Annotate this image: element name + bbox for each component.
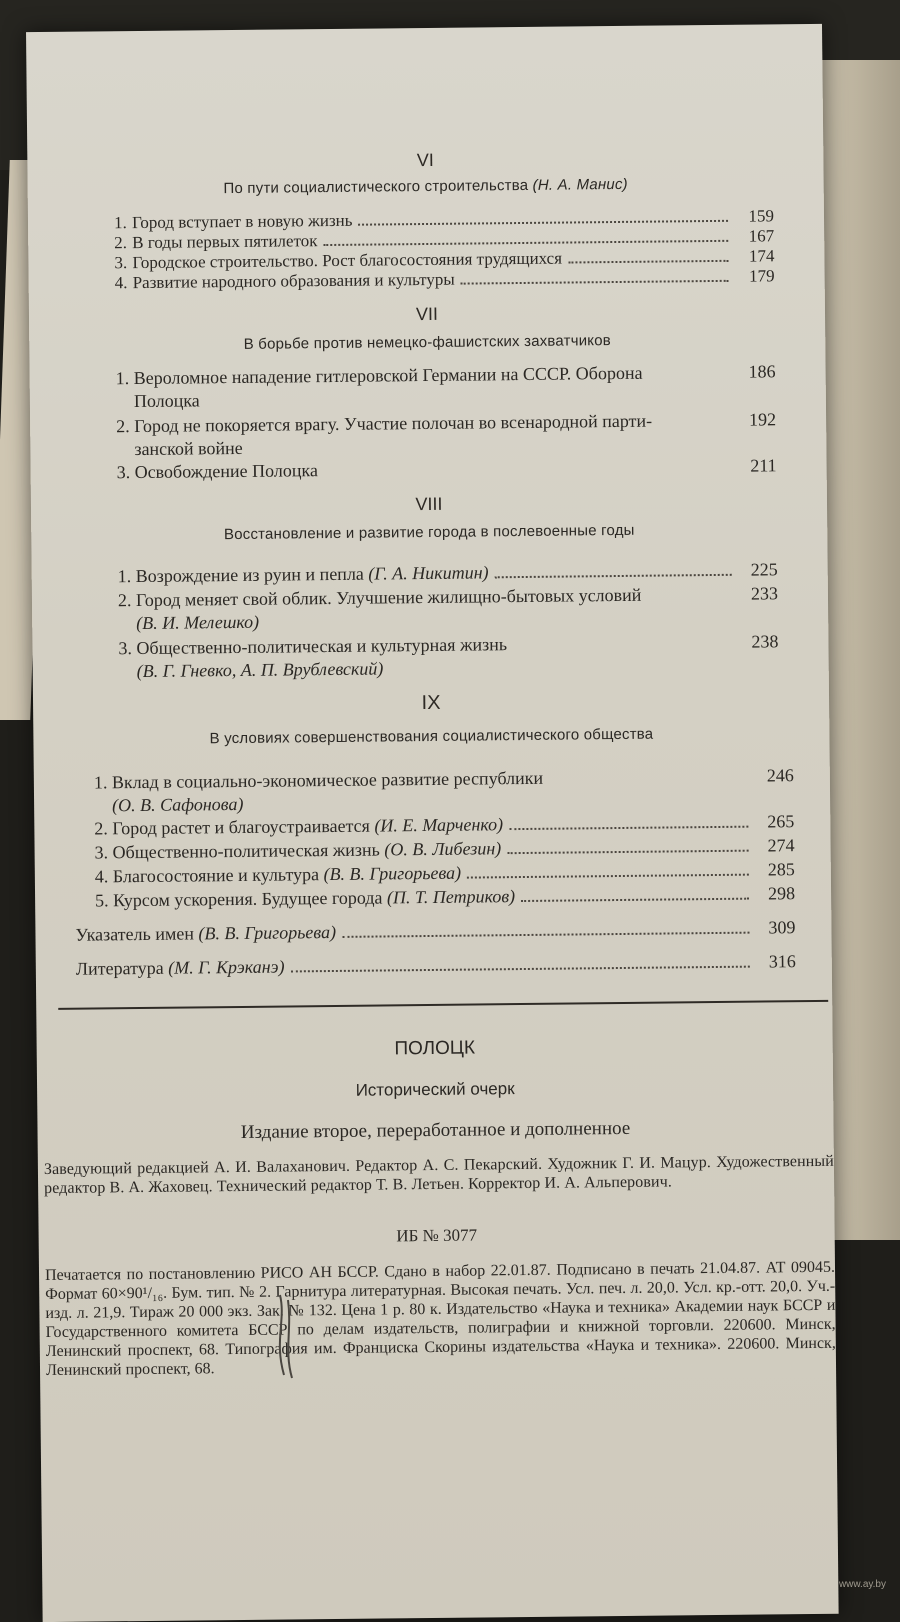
entry-title: В годы первых пятилеток	[132, 231, 318, 253]
book-title: ПОЛОЦК	[394, 1037, 476, 1060]
page-number: 316	[768, 951, 796, 972]
entry-title-continued: занской войне	[134, 437, 243, 460]
chapter-number: VI	[416, 149, 434, 171]
divider-rule	[58, 1000, 828, 1010]
toc-entry[interactable]	[118, 630, 778, 683]
page-number: 186	[748, 361, 776, 382]
page-number: 298	[767, 883, 796, 904]
dot-leader	[342, 932, 749, 938]
dot-leader	[647, 600, 732, 601]
entry-number: 2.	[94, 818, 108, 839]
page-number: 174	[748, 246, 775, 266]
entry-title: Развитие народного образования и культуры	[132, 269, 455, 293]
entry-author: (О. В. Сафонова)	[112, 793, 244, 816]
entry-title: Город вступает в новую жизнь	[131, 210, 353, 233]
entry-author: (В. Г. Гневко, А. П. Врублевский)	[136, 658, 384, 682]
chapter-title	[33, 724, 829, 749]
entry-title: Курсом ускорения. Будущее города	[113, 887, 383, 911]
dot-leader	[649, 378, 730, 379]
entry-number: 3.	[116, 462, 131, 483]
entry-number: 1.	[93, 772, 108, 793]
print-details: Печатается по постановлению РИСО АН БССР. Сдано в набор 22.01.87. Подписано в печать 21.04.87. АТ 09045. Формат 60×90¹/₁₆. Бум. тип. № 2. Гарнитура литературная. Высокая печать. Усл. печ. л. 20,0. Усл. кр.-отт. 20,0. Уч.-изд. л. 21,9. Тираж 20 000 экз. Зак. № 132. Цена 1 р. 80 к. Издательство «Наука и техника» Академии наук БССР и Государственного комитета БССР по делам издательств, полиграфии и книжной торговли. 220600. Минск, Ленинский проспект, 68. Типография им. Франциска Скорины издательства «Наука и техника». 220600. Минск, Ленинский проспект, 68.	[44, 1258, 836, 1380]
dot-leader	[324, 472, 731, 476]
dot-leader	[507, 850, 748, 855]
dot-leader	[359, 220, 729, 226]
entry-author: (Г. А. Никитин)	[368, 562, 489, 584]
entry-title: Общественно-политическая и культурная жизнь	[136, 634, 508, 659]
entry-title: Вклад в социально-экономическое развитие республики	[111, 767, 544, 793]
entry-author: (М. Г. Крэканэ)	[168, 956, 285, 978]
entry-number: 5.	[95, 890, 109, 911]
entry-title: Указатель имен	[75, 923, 195, 945]
entry-title: Город меняет свой облик. Улучшение жилищно-бытовых условий	[135, 584, 642, 611]
page-number: 159	[748, 206, 775, 226]
entry-number: 3.	[94, 842, 109, 863]
dot-leader	[461, 280, 729, 285]
entry-number: 3.	[114, 253, 128, 273]
book-page	[26, 24, 839, 1622]
pen-mark	[250, 1290, 330, 1380]
entry-author: (В. И. Мелешко)	[136, 611, 260, 634]
page-number: 225	[750, 559, 778, 580]
entry-number: 1.	[113, 213, 127, 233]
chapter-number: VIII	[415, 493, 443, 515]
entry-author: (О. В. Либезин)	[384, 838, 502, 860]
editorial-credits: Заведующий редакцией А. И. Валаханович. Редактор А. С. Пекарский. Художник Г. И. Мацур. Художественный редактор В. А. Жаховец. Технический редактор Т. В. Летьен. Корректор И. А. Альперович.	[43, 1152, 834, 1198]
page-number: 285	[767, 859, 795, 880]
entry-number: 3.	[118, 638, 133, 659]
page-number: 179	[749, 266, 775, 286]
dot-leader	[291, 966, 750, 973]
dot-leader	[521, 898, 749, 902]
toc-entry[interactable]	[94, 764, 794, 817]
ib-number: ИБ № 3077	[396, 1225, 478, 1246]
dot-leader	[324, 240, 729, 246]
entry-title: Город не покоряется врагу. Участие полочан во всенародной парти-	[134, 410, 653, 437]
entry-title-continued: Полоцка	[133, 390, 200, 412]
page-number: 167	[748, 226, 775, 246]
toc-entry-literature[interactable]	[76, 950, 796, 981]
entry-title: Вероломное нападение гитлеровской Германии на СССР. Оборона	[133, 362, 643, 389]
entry-author: (П. Т. Петриков)	[386, 886, 516, 908]
dot-leader	[658, 426, 730, 427]
chapter-title-text: В борьбе против немецко-фашистских захватчиков	[243, 332, 611, 353]
page-number: 233	[750, 583, 779, 604]
book-subtitle: Исторический очерк	[355, 1079, 515, 1100]
entry-number: 2.	[116, 416, 130, 437]
entry-author: (В. В. Григорьева)	[323, 862, 462, 885]
dot-leader	[568, 260, 728, 264]
watermark: www.ay.by	[838, 1579, 886, 1590]
entry-title: Благосостояние и культура	[112, 864, 320, 887]
toc-entry[interactable]	[118, 582, 778, 635]
entry-title: Литература	[75, 957, 164, 979]
entry-title: Городское строительство. Рост благосостояния трудящихся	[132, 248, 563, 273]
page-number: 192	[749, 409, 777, 430]
entry-title: Город растет и благоустраивается	[112, 815, 370, 839]
entry-number: 2.	[114, 233, 128, 253]
chapter-title-text: В условиях совершенствования социалистического общества	[209, 725, 654, 748]
chapter-number: IX	[421, 691, 441, 715]
entry-number: 1.	[115, 368, 130, 389]
chapter-title	[29, 330, 825, 355]
chapter-title	[28, 174, 824, 199]
page-number: 274	[767, 835, 795, 856]
dot-leader	[495, 574, 732, 578]
chapter-title-text: По пути социалистического строительства	[223, 176, 529, 198]
entry-number: 4.	[94, 866, 109, 887]
toc-entry[interactable]	[116, 360, 776, 413]
page-number: 309	[768, 917, 796, 938]
chapter-title-text: Восстановление и развитие города в послевоенные годы	[223, 521, 635, 544]
dot-leader	[467, 874, 749, 879]
page-number: 238	[751, 631, 779, 652]
entry-number: 2.	[117, 590, 132, 611]
chapter-title	[31, 520, 827, 545]
dot-leader	[549, 782, 748, 784]
page-number: 211	[750, 455, 777, 476]
page-number: 246	[766, 765, 794, 786]
dot-leader	[513, 648, 732, 650]
chapter-author: (Н. А. Манис)	[532, 175, 628, 194]
entry-title: Освобождение Полоцка	[134, 460, 318, 483]
entry-title: Общественно-политическая жизнь	[112, 839, 380, 863]
entry-number: 1.	[117, 566, 132, 587]
toc-entry[interactable]	[116, 408, 776, 461]
edition-note: Издание второе, переработанное и дополненное	[240, 1117, 631, 1143]
chapter-number: VII	[415, 303, 439, 325]
page-number: 265	[767, 811, 795, 832]
entry-author: (В. В. Григорьева)	[198, 921, 337, 944]
entry-title: Возрождение из руин и пепла	[135, 563, 364, 587]
entry-author: (И. Е. Марченко)	[374, 814, 504, 836]
dot-leader	[509, 826, 748, 831]
entry-number: 4.	[114, 273, 128, 293]
toc-entry-index[interactable]	[75, 916, 795, 947]
